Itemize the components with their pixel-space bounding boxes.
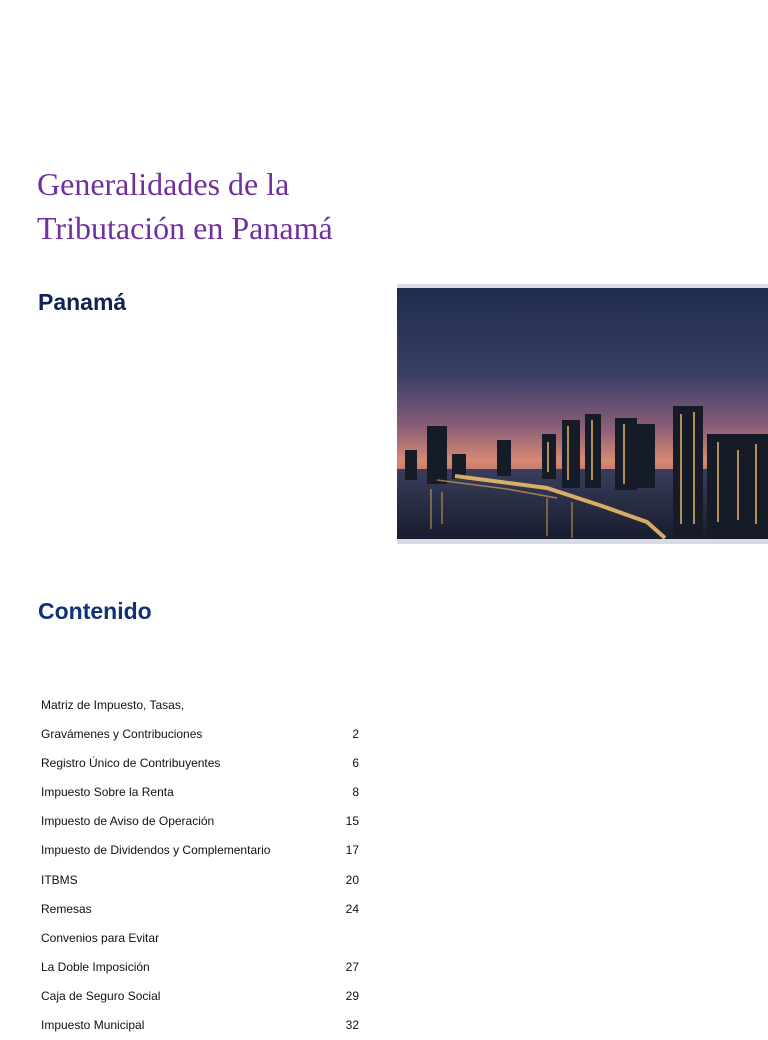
- toc-entry-page: 32: [345, 1018, 359, 1033]
- toc-entry[interactable]: [41, 895, 359, 924]
- toc-entry-page: 27: [345, 959, 359, 974]
- toc-entry-label: Impuesto de Aviso de Operación: [41, 814, 215, 829]
- toc-entry-label: Impuesto Sobre la Renta: [41, 785, 174, 800]
- contents-heading: Contenido: [38, 598, 152, 624]
- toc-entry-label: Registro Único de Contribuyentes: [41, 756, 221, 771]
- toc-entry[interactable]: [41, 953, 359, 982]
- toc-entry-page: 24: [345, 901, 359, 916]
- toc-entry-label: Caja de Seguro Social: [41, 988, 161, 1003]
- toc-entry-label: La Doble Imposición: [41, 959, 150, 974]
- toc-entry[interactable]: [41, 982, 359, 1011]
- toc-entry[interactable]: [41, 691, 359, 720]
- toc-entry[interactable]: [41, 720, 359, 749]
- table-of-contents: [41, 691, 359, 1040]
- document-subtitle: Panamá: [38, 289, 127, 315]
- toc-entry-page: 29: [345, 988, 359, 1003]
- document-title-line-1: Generalidades de la: [37, 166, 290, 202]
- panama-city-skyline-photo: [397, 284, 768, 544]
- toc-entry[interactable]: [41, 778, 359, 807]
- toc-entry-label: Impuesto Municipal: [41, 1018, 145, 1033]
- toc-entry[interactable]: [41, 866, 359, 895]
- toc-entry-page: 2: [352, 727, 359, 742]
- toc-entry-label: ITBMS: [41, 872, 78, 887]
- toc-entry-page: 6: [352, 756, 359, 771]
- toc-entry-label: Remesas: [41, 901, 92, 916]
- toc-entry[interactable]: [41, 924, 359, 953]
- toc-entry-label: Matriz de Impuesto, Tasas,: [41, 698, 185, 712]
- document-title-line-2: Tributación en Panamá: [37, 210, 333, 246]
- toc-entry-page: 8: [352, 785, 359, 800]
- document-title: [37, 162, 397, 250]
- toc-entry[interactable]: [41, 1011, 359, 1040]
- toc-entry-label: Impuesto de Dividendos y Complementario: [41, 843, 271, 858]
- toc-entry[interactable]: [41, 807, 359, 836]
- toc-entry-page: 20: [345, 872, 359, 887]
- toc-entry-page: 15: [345, 814, 359, 829]
- toc-entry[interactable]: [41, 749, 359, 778]
- toc-entry[interactable]: [41, 836, 359, 865]
- toc-entry-label: Gravámenes y Contribuciones: [41, 727, 203, 742]
- toc-entry-page: 17: [345, 843, 359, 858]
- toc-entry-label: Convenios para Evitar: [41, 930, 160, 945]
